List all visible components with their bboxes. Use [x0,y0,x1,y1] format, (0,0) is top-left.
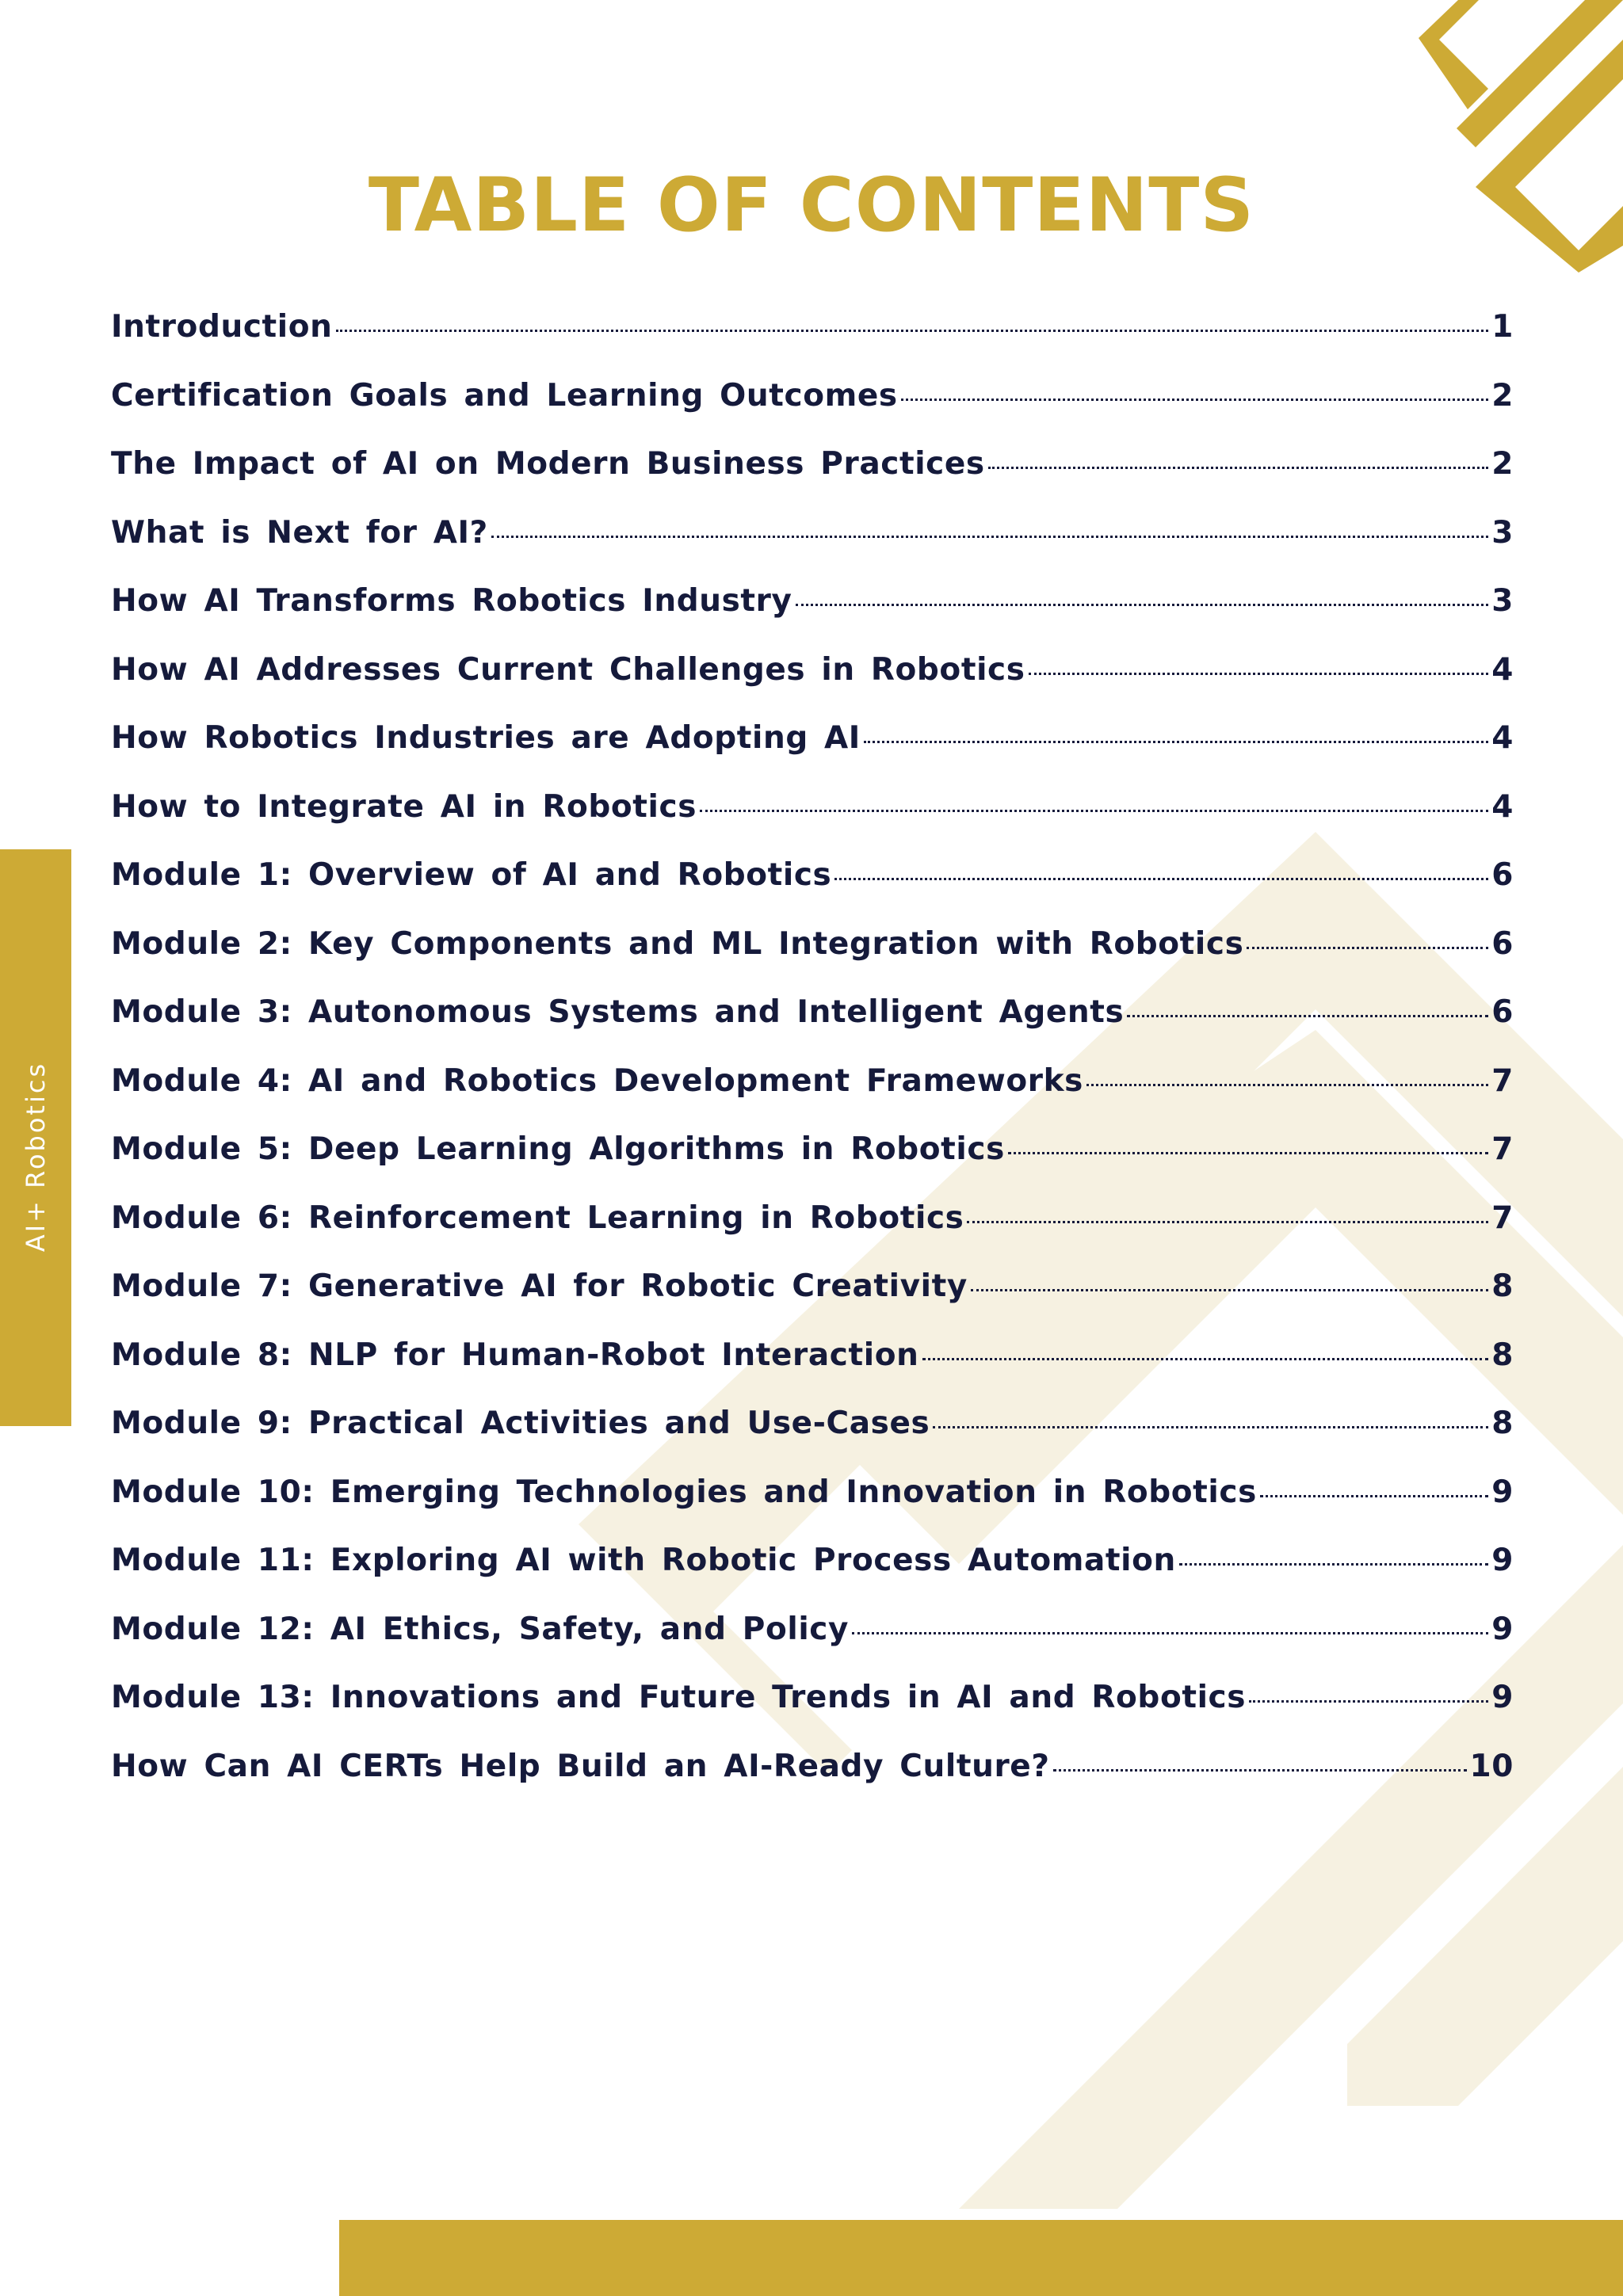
toc-entry-page-number: 7 [1491,1062,1514,1099]
toc-dot-leader [1053,1769,1467,1772]
toc-entry[interactable] [111,926,1514,995]
toc-entry[interactable] [111,1268,1514,1337]
toc-entry[interactable] [111,652,1514,721]
toc-entry-title: Module 13: Innovations and Future Trends in AI and Robotics [111,1680,1247,1715]
toc-dot-leader [700,810,1488,812]
toc-entry-page-number: 4 [1491,788,1514,825]
toc-entry-title: Module 8: NLP for Human-Robot Interaction [111,1337,919,1373]
toc-dot-leader [1179,1563,1488,1566]
toc-entry[interactable] [111,857,1514,926]
toc-entry-page-number: 4 [1491,720,1514,756]
toc-entry-page-number: 8 [1491,1405,1514,1441]
toc-dot-leader [988,467,1489,469]
toc-entry-page-number: 9 [1491,1680,1514,1715]
toc-entry[interactable] [111,378,1514,447]
toc-entry[interactable] [111,1063,1514,1132]
toc-entry-title: What is Next for AI? [111,514,488,551]
toc-entry-page-number: 2 [1491,446,1514,482]
toc-dot-leader [834,878,1488,880]
toc-dot-leader [1086,1084,1488,1086]
toc-dot-leader [852,1632,1488,1634]
toc-entry-title: How Robotics Industries are Adopting AI [111,720,861,756]
toc-entry-title: How AI Addresses Current Challenges in Robotics [111,651,1025,688]
toc-entry-title: Module 11: Exploring AI with Robotic Process Automation [111,1543,1176,1578]
toc-entry[interactable] [111,1337,1514,1406]
toc-entry[interactable] [111,1131,1514,1200]
toc-entry-title: Module 10: Emerging Technologies and Innovation in Robotics [111,1474,1257,1510]
toc-entry[interactable] [111,583,1514,652]
toc-entry[interactable] [111,309,1514,378]
toc-entry[interactable] [111,1543,1514,1611]
toc-entry-page-number: 3 [1491,514,1514,551]
toc-entry-title: How to Integrate AI in Robotics [111,788,697,825]
toc-dot-leader [1008,1152,1488,1154]
toc-dot-leader [864,741,1488,743]
toc-entry-page-number: 7 [1491,1199,1514,1236]
toc-entry-page-number: 6 [1491,994,1514,1030]
toc-entry-page-number: 10 [1469,1748,1514,1784]
toc-entry-title: Module 3: Autonomous Systems and Intelligent Agents [111,994,1125,1030]
toc-dot-leader [971,1289,1488,1291]
toc-entry[interactable] [111,720,1514,789]
toc-dot-leader [491,536,1488,538]
toc-entry-title: Module 4: AI and Robotics Development Frameworks [111,1062,1083,1099]
toc-entry[interactable] [111,789,1514,858]
toc-dot-leader [1249,1700,1488,1703]
toc-dot-leader [967,1221,1488,1223]
toc-entry-page-number: 9 [1491,1611,1514,1647]
toc-entry[interactable] [111,1474,1514,1543]
toc-entry[interactable] [111,1680,1514,1749]
toc-entry[interactable] [111,1405,1514,1474]
toc-entry-title: Module 7: Generative AI for Robotic Creativity [111,1268,968,1304]
side-tab-label: AI+ Robotics [21,1061,51,1253]
toc-dot-leader [901,399,1489,401]
toc-entry-page-number: 6 [1491,857,1514,893]
toc-dot-leader [1029,673,1489,675]
toc-entry[interactable] [111,1611,1514,1680]
toc-entry-title: How Can AI CERTs Help Build an AI-Ready Culture? [111,1748,1050,1784]
toc-entry[interactable] [111,1200,1514,1269]
table-of-contents [111,309,1514,1817]
toc-entry[interactable] [111,515,1514,584]
toc-dot-leader [933,1426,1488,1428]
toc-dot-leader [1260,1495,1488,1497]
toc-dot-leader [1247,947,1488,949]
toc-entry-title: How AI Transforms Robotics Industry [111,583,792,619]
toc-entry-page-number: 3 [1491,583,1514,619]
toc-entry[interactable] [111,446,1514,515]
page-title: TABLE OF CONTENTS [368,162,1255,249]
toc-entry-page-number: 7 [1491,1131,1514,1167]
toc-dot-leader [336,330,1489,332]
toc-entry-page-number: 1 [1491,309,1514,345]
toc-entry-title: Module 1: Overview of AI and Robotics [111,857,832,893]
toc-dot-leader [796,604,1489,606]
toc-entry-page-number: 9 [1491,1474,1514,1510]
toc-entry-title: The Impact of AI on Modern Business Practices [111,446,985,482]
toc-entry-page-number: 8 [1491,1268,1514,1304]
footer-bar [339,2220,1623,2296]
toc-entry-title: Introduction [111,309,333,345]
toc-entry-page-number: 8 [1491,1337,1514,1373]
toc-entry-title: Module 2: Key Components and ML Integration with Robotics [111,925,1244,962]
toc-entry-title: Module 6: Reinforcement Learning in Robotics [111,1199,964,1236]
toc-dot-leader [1127,1015,1488,1017]
toc-entry-title: Module 12: AI Ethics, Safety, and Policy [111,1611,850,1647]
toc-dot-leader [922,1358,1489,1360]
toc-entry-page-number: 6 [1491,925,1514,962]
toc-entry-title: Certification Goals and Learning Outcomes [111,377,898,414]
toc-entry-title: Module 5: Deep Learning Algorithms in Robotics [111,1131,1005,1167]
toc-entry[interactable] [111,994,1514,1063]
toc-entry-page-number: 9 [1491,1543,1514,1578]
toc-entry-title: Module 9: Practical Activities and Use-Cases [111,1405,930,1441]
toc-entry-page-number: 2 [1491,377,1514,414]
toc-entry-page-number: 4 [1491,651,1514,688]
toc-entry[interactable] [111,1749,1514,1817]
